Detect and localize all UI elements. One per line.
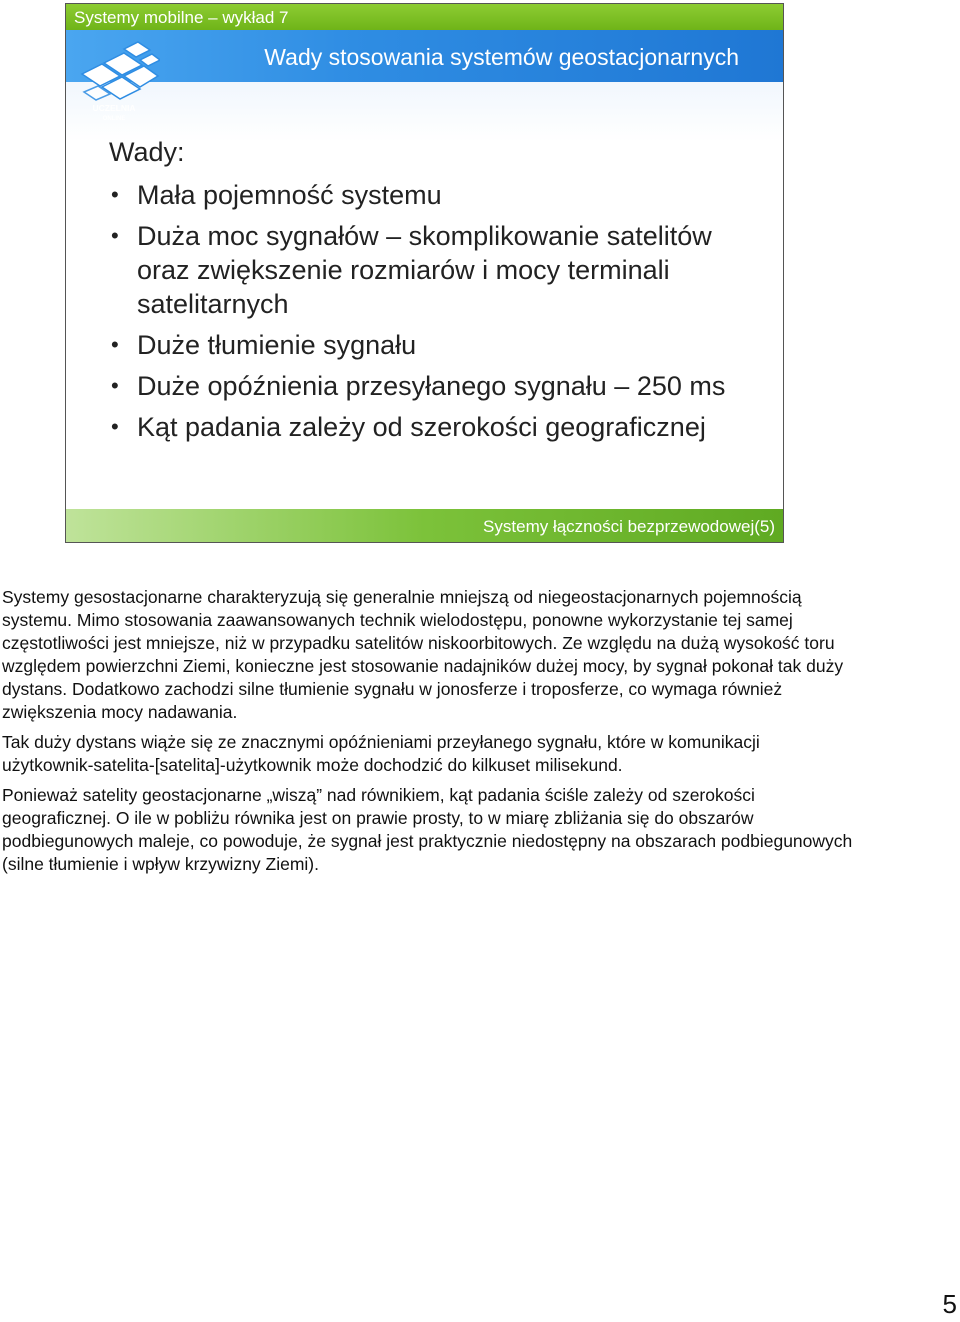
list-item: • Duże opóźnienia przesyłanego sygnału – 250 ms bbox=[109, 369, 769, 403]
slide-content bbox=[109, 137, 769, 451]
lead-text: Wady: bbox=[109, 137, 185, 167]
slide bbox=[65, 3, 784, 543]
notes-paragraph: Ponieważ satelity geostacjonarne „wiszą” nad równikiem, kąt padania ściśle zależy od szerokości geograficznej. O ile w pobliżu równika jest on prawie prosty, to w miarę zbliżania się do obszarów podbiegunowych maleje, co powoduje, że sygnał jest praktycznie niedostępny na obszarach podbiegunowych (silne tłumienie i wpływ krzywizny Ziemi). bbox=[2, 785, 853, 874]
uczelnia-online-logo bbox=[74, 34, 160, 124]
list-item: • Duże tłumienie sygnału bbox=[109, 328, 769, 362]
list-item: • Mała pojemność systemu bbox=[109, 178, 769, 212]
logo-line2: ONLINE bbox=[102, 116, 126, 122]
header-fade bbox=[66, 82, 783, 142]
course-title: Systemy mobilne – wykład 7 bbox=[74, 8, 289, 27]
notes-paragraph: Systemy gesostacjonarne charakteryzują się generalnie mniejszą od niegeostacjonarnych pojemnością systemu. Mimo stosowania zaawansowanych technik wielodostępu, ponowne wykorzystanie tej samej częstotliwości jest mniejsze, niż w przypadku satelitów niskoorbitowych. Ze względu na dużą wysokość toru względem powierzchni Ziemi, konieczne jest stosowanie nadajników dużej mocy, by sygnał pokonał tak duży dystans. Dodatkowo zachodzi silne tłumienie sygnału w jonosferze i troposferze, co wymaga również zwiększenia mocy nadawania. bbox=[2, 587, 844, 722]
notes-paragraph: Tak duży dystans wiąże się ze znacznymi opóźnieniami przeyłanego sygnału, które w komunikacji użytkownik-satelita-[satelita]-użytkownik może dochodzić do kilkuset milisekund. bbox=[2, 732, 760, 775]
footer-bar bbox=[66, 509, 783, 542]
page-number: 5 bbox=[942, 1289, 957, 1319]
footer-text: Systemy łączności bezprzewodowej(5) bbox=[483, 517, 775, 536]
title-band bbox=[66, 30, 783, 82]
lecture-notes bbox=[2, 586, 854, 883]
top-bar bbox=[66, 4, 783, 30]
logo-line1: UCZELNIA bbox=[92, 103, 136, 113]
list-item: • Kąt padania zależy od szerokości geograficznej bbox=[109, 410, 769, 444]
list-item: • Duża moc sygnałów – skomplikowanie satelitów oraz zwiększenie rozmiarów i mocy terminali satelitarnych bbox=[109, 219, 769, 321]
bullet-list bbox=[109, 178, 769, 444]
slide-title: Wady stosowania systemów geostacjonarnych bbox=[264, 44, 739, 70]
